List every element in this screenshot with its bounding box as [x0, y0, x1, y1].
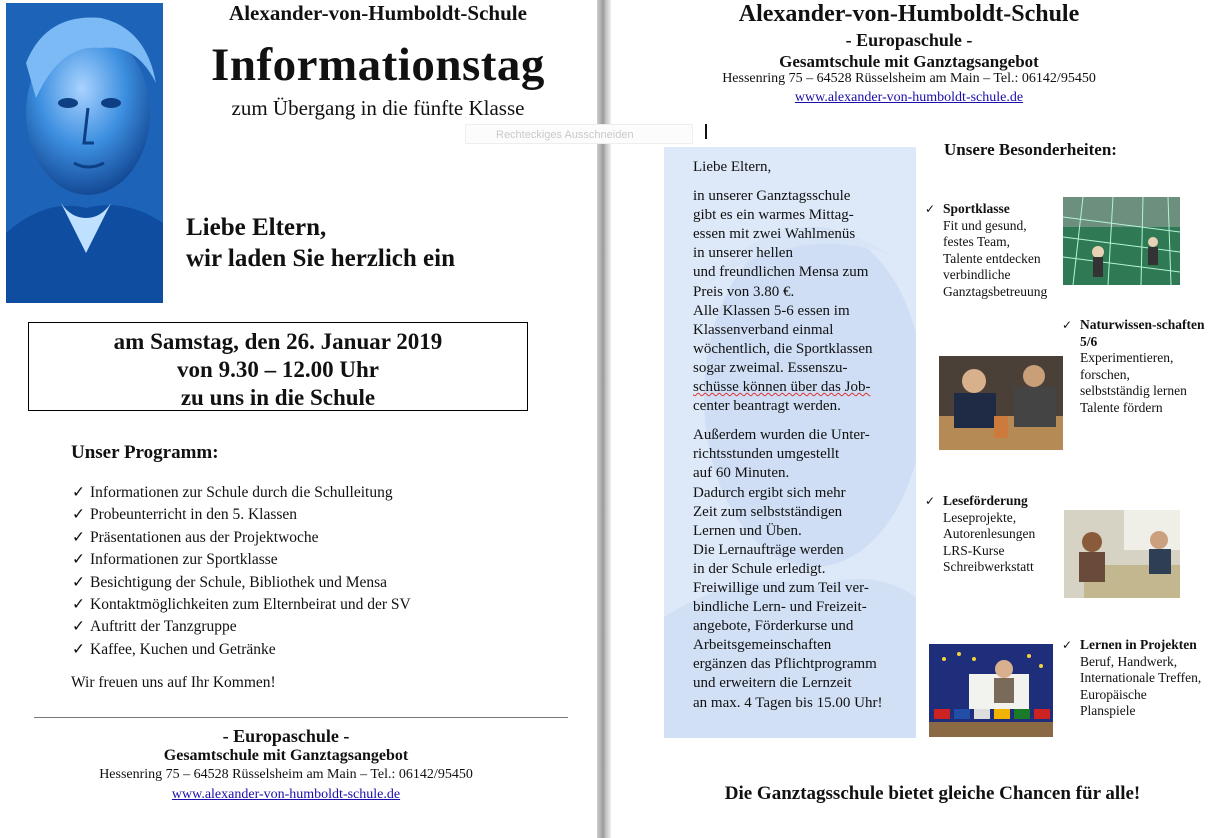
letter-line: schüsse können über das Job- — [693, 379, 871, 396]
feature-line: Talente fördern — [1080, 399, 1163, 415]
event-title: Informationstag — [211, 39, 545, 91]
letter-line: bindliche Lern- und Freizeit- — [693, 599, 867, 616]
event-subtitle: zum Übergang in die fünfte Klasse — [231, 96, 525, 120]
bottom-slogan: Die Ganztagsschule bietet gleiche Chancen für alle! — [724, 783, 1141, 804]
check-icon: ✓ — [925, 494, 936, 508]
sport-photo — [1063, 197, 1180, 285]
check-icon: ✓ — [72, 484, 85, 501]
footer-divider — [34, 717, 568, 718]
program-heading: Unser Programm: — [71, 442, 219, 463]
program-item: ✓ Kaffee, Kuchen und Getränke — [72, 639, 411, 661]
program-item: ✓ Informationen zur Schule durch die Schulleitung — [72, 482, 411, 504]
letter-line: Alle Klassen 5-6 essen im — [693, 302, 850, 319]
feature-line: Ganztagsbetreuung — [943, 283, 1048, 299]
date-line: am Samstag, den 26. Januar 2019 — [113, 329, 443, 354]
letter-line: und freundlichen Mensa zum — [693, 264, 869, 281]
program-item: ✓ Präsentationen aus der Projektwoche — [72, 527, 411, 549]
letter-line: angebote, Förderkurse und — [693, 618, 854, 635]
check-icon: ✓ — [925, 202, 936, 216]
letter-line: wöchentlich, die Sportklassen — [693, 340, 873, 357]
footer-gesamtschule: Gesamtschule mit Ganztagsangebot — [163, 747, 409, 764]
letter-line: Lernen und Üben. — [693, 522, 802, 539]
letter-line: Zeit zum selbstständigen — [693, 503, 843, 520]
features-heading: Unsere Besonderheiten: — [944, 140, 1117, 159]
program-list — [72, 482, 411, 661]
check-icon: ✓ — [72, 640, 85, 658]
letter-line: in unserer Ganztagsschule — [693, 188, 851, 205]
program-item: ✓ Informationen zur Sportklasse — [72, 549, 411, 571]
letter-line: essen mit zwei Wahlmenüs — [693, 226, 856, 243]
letter-salutation: Liebe Eltern, — [693, 159, 772, 175]
right-website-link[interactable]: www.alexander-von-humboldt-schule.de — [794, 90, 1024, 105]
feature-lernen-in-projekten — [1062, 637, 1214, 720]
letter-line: richtsstunden umgestellt — [693, 446, 840, 463]
feature-line: Leseprojekte, — [943, 509, 1017, 525]
check-icon: ✓ — [72, 573, 85, 591]
letter-line: sogar zweimal. Essenszu- — [693, 359, 848, 376]
right-website-container — [614, 88, 1204, 106]
letter-line: an max. 4 Tagen bis 15.00 Uhr! — [693, 694, 883, 711]
text-cursor — [705, 124, 707, 139]
letter-line: Klassenverband einmal — [693, 321, 834, 338]
letter-text — [693, 158, 918, 713]
feature-line: forschen, — [1080, 366, 1130, 382]
check-icon: ✓ — [72, 595, 85, 613]
feature-line: Schreibwerkstatt — [943, 559, 1034, 575]
feature-line: Fit und gesund, — [943, 217, 1027, 233]
feature-title: Naturwissen-schaften 5/6 — [1080, 317, 1205, 349]
program-item: ✓ Kontaktmöglichkeiten zum Elternbeirat und der SV — [72, 594, 411, 616]
right-address: Hessenring 75 – 64528 Rüsselsheim am Main – Tel.: 06142/95450 — [722, 71, 1096, 86]
program-item: ✓ Auftritt der Tanzgruppe — [72, 616, 411, 638]
check-icon: ✓ — [72, 528, 85, 546]
projects-photo — [929, 644, 1053, 737]
location-line: zu uns in die Schule — [180, 385, 376, 410]
letter-line: Preis von 3.80 €. — [693, 283, 795, 300]
feature-lesefoerderung — [925, 493, 1063, 576]
feature-title: Leseförderung — [943, 493, 1028, 508]
check-icon: ✓ — [72, 506, 85, 524]
feature-title: Sportklasse — [943, 201, 1010, 216]
ghost-snip-tool-label: Rechteckiges Ausschneiden — [465, 124, 693, 144]
feature-line: verbindliche — [943, 267, 1011, 283]
greeting-line-1: Liebe Eltern, — [186, 214, 327, 241]
letter-line: Freiwillige und zum Teil ver- — [693, 579, 869, 596]
feature-line: Europäische — [1080, 686, 1147, 702]
greeting — [186, 212, 455, 274]
right-school-name: Alexander-von-Humboldt-Schule — [738, 1, 1080, 27]
right-gesamtschule: Gesamtschule mit Ganztagsangebot — [779, 52, 1039, 71]
feature-sportklasse — [925, 201, 1063, 301]
check-icon: ✓ — [72, 618, 85, 636]
program-item: ✓ Besichtigung der Schule, Bibliothek und Mensa — [72, 572, 411, 594]
letter-line: Dadurch ergibt sich mehr — [693, 484, 846, 501]
letter-line: center beantragt werden. — [693, 398, 841, 415]
letter-line: auf 60 Minuten. — [693, 465, 790, 482]
letter-line: ergänzen das Pflichtprogramm — [693, 656, 877, 673]
feature-line: Planspiele — [1080, 703, 1136, 719]
reading-photo — [1064, 510, 1180, 598]
letter-line: gibt es ein warmes Mittag- — [693, 207, 854, 224]
feature-line: Internationale Treffen, — [1080, 670, 1202, 686]
time-line: von 9.30 – 12.00 Uhr — [177, 357, 379, 382]
letter-line: in der Schule erledigt. — [693, 560, 826, 577]
feature-line: LRS-Kurse — [943, 542, 1005, 558]
closing-text: Wir freuen uns auf Ihr Kommen! — [71, 674, 276, 691]
science-photo — [939, 356, 1063, 450]
check-icon: ✓ — [1062, 318, 1073, 332]
letter-line: in unserer hellen — [693, 245, 793, 262]
feature-line: Talente entdecken — [943, 250, 1041, 266]
footer-europaschule: - Europaschule - — [222, 726, 350, 746]
letter-line: und erweitern die Lernzeit — [693, 675, 852, 692]
footer-address: Hessenring 75 – 64528 Rüsselsheim am Main – Tel.: 06142/95450 — [99, 767, 473, 782]
feature-line: Beruf, Handwerk, — [1080, 653, 1178, 669]
greeting-line-2: wir laden Sie herzlich ein — [186, 245, 455, 272]
humboldt-portrait-image — [6, 3, 163, 303]
footer-website-container — [0, 785, 572, 803]
school-name: Alexander-von-Humboldt-Schule — [229, 1, 527, 25]
letter-line: Außerdem wurden die Unter- — [693, 427, 870, 444]
feature-line: festes Team, — [943, 234, 1011, 250]
letter-line: Arbeitsgemeinschaften — [693, 637, 832, 654]
feature-naturwissenschaften — [1062, 317, 1212, 417]
feature-line: Autorenlesungen — [943, 526, 1036, 542]
check-icon: ✓ — [72, 551, 85, 569]
right-europaschule: - Europaschule - — [845, 30, 973, 50]
program-item: ✓ Probeunterricht in den 5. Klassen — [72, 504, 411, 526]
feature-title: Lernen in Projekten — [1080, 637, 1197, 652]
date-box — [28, 322, 528, 411]
check-icon: ✓ — [1062, 638, 1073, 652]
feature-line: Experimentieren, — [1080, 350, 1174, 366]
footer-website-link[interactable]: www.alexander-von-humboldt-schule.de — [171, 787, 401, 802]
feature-line: selbstständig lernen — [1080, 383, 1187, 399]
letter-line: Die Lernaufträge werden — [693, 541, 844, 558]
